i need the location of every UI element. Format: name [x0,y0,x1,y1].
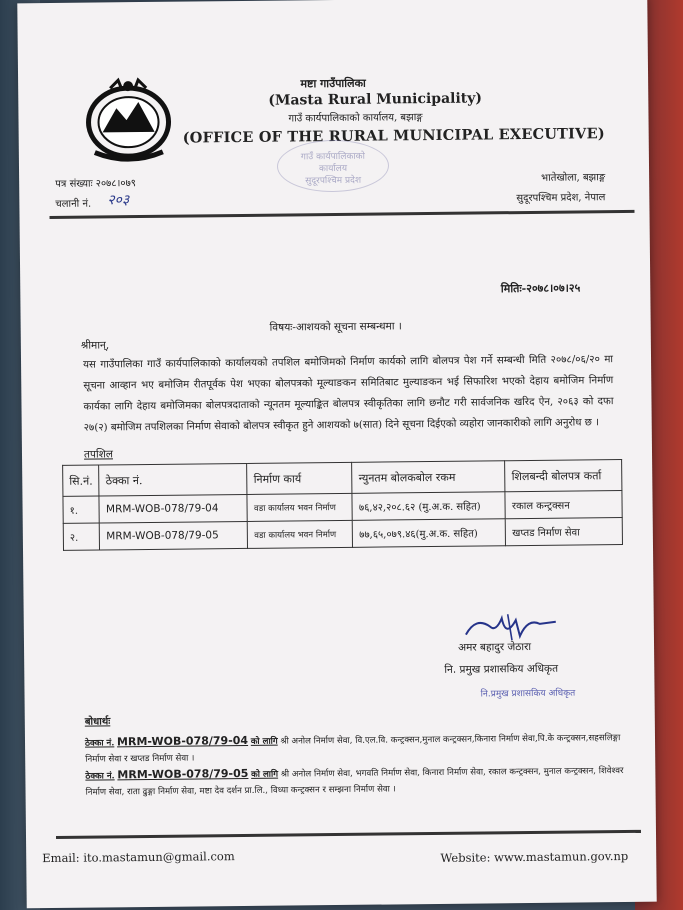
table-cell: २. [63,523,100,550]
office-name-en: (OFFICE OF THE RURAL MUNICIPAL EXECUTIVE) [182,125,605,147]
table-cell: MRM-WOB-078/79-04 [99,494,247,523]
table-cell: वडा कार्यालय भवन निर्माण [248,520,353,548]
signatory-stamp: नि.प्रमुख प्रशासकिय अधिकृत [480,688,576,700]
table-cell: MRM-WOB-078/79-05 [100,521,248,550]
letter-body: यस गाउँपालिका गाउँ कार्यपालिकाको कार्यालयको तपशिल बमोजिमको निर्माण कार्यको लागि बोलपत्र पेश गर्ने सम्बन्धी मिति २०७८/०६/२० मा सूचना आव्हान भए बमोजिम रीतपूर्वक पेश भएका बोलपत्रको मूल्याङकन समितिबाट मुल्याङकन भई सिफारिश भएको देहाय बमोजिम निर्माण कार्यका लागि देहाय बमोजिमका बोलपत्रदाताको न्यूनतम मूल्याङ्कित बोलपत्र स्वीकृतिका लागि छनौट गरी सार्वजनिक खरिद ऐन, २०६३ को दफा २७(२) बमोजिम तपशिलका निर्माण सेवाको बोलपत्र स्वीकृत हुने आशयको ७(सात) दिने सूचना दिईएको व्यहोरा जानकारीको लागि अनुरोध छ । [83,354,614,434]
patra-sankhya: पत्र संख्याः २०७८।०७९ [55,178,137,190]
header-divider [50,210,635,219]
office-name-np: गाउँ कार्यपालिकाको कार्यालय, बझाङ्ग [288,112,423,125]
column-header: ठेक्का नं. [99,463,247,496]
signatory-name: अमर बहादुर जेठारा [457,640,532,654]
bodhartha-code: MRM-WOB-078/79-04 [116,733,249,749]
stamp-text: सुदूरपश्चिम प्रदेश [305,175,362,187]
bodhartha-prefix: ठेक्का नं. [85,771,115,782]
table-caption: तपशिल [83,448,114,461]
table-row [63,518,622,551]
footer-email: Email: ito.mastamun@gmail.com [42,849,235,866]
table-cell: १. [63,496,100,523]
bodhartha-recipients: श्री अनोल निर्माण सेवा, वि.एल.वि. कन्ट्रक्सन,मुनाल कन्ट्रक्सन,किनारा निर्माण सेवा,पि.के कन्ट्रक्सन,सहसलिङ्गा निर्माण सेवा र खप्तड निर्माण सेवा । [85,733,621,765]
footer-divider [56,830,641,839]
stamp-text: कार्यालय [318,163,348,175]
bodhartha-code: MRM-WOB-078/79-05 [117,766,249,782]
table-cell: वडा कार्यालय भवन निर्माण [247,493,352,521]
column-header: न्युनतम बोलकबोल रकम [352,461,505,494]
table-cell: रकाल कन्ट्रक्सन [505,491,622,519]
municipality-name-np: मष्टा गाउँपालिका [300,76,366,91]
bodhartha-lagi: को लागि [251,769,279,780]
letter-date: मितिः-२०७८।०७।२५ [500,281,581,296]
signatory-title: नि. प्रमुख प्रशासकिय अधिकृत [444,662,559,676]
stamp-text: गाउँ कार्यपालिकाको [300,151,365,163]
municipality-name-en: (Masta Rural Municipality) [268,90,483,109]
table-cell: ७७,६५,०७९.४६(मु.अ.क. सहित) [353,519,506,548]
footer-website: Website: www.mastamun.gov.np [440,848,629,865]
salutation: श्रीमान्, [80,339,110,352]
table-cell: खप्तड निर्माण सेवा [506,518,623,546]
table-cell: ७६,४२,२०८.६२ (मु.अ.क. सहित) [352,492,505,521]
letter-subject: विषयः-आशयको सूचना सम्बन्धमा । [269,320,402,334]
letter-page [17,0,656,908]
bodhartha-prefix: ठेक्का नं. [84,738,115,749]
bodhartha-recipients: श्री अनोल निर्माण सेवा, भगवति निर्माण सेवा, किनारा निर्माण सेवा, रकाल कन्ट्रक्सन, मुनाल कन्ट्रक्सन, शिवेश्वर निर्माण सेवा, राता ढुङ्गा निर्माण सेवा, मष्टा देव दर्शन प्रा.लि., विध्या कन्ट्रक्सन र सम्झना निर्माण सेवा । [85,766,624,798]
tender-table [62,459,623,551]
office-stamp [277,139,390,192]
bodhartha-heading: बोधार्थः [84,716,111,728]
column-header: सि.नं. [63,465,100,496]
column-header: शिलबन्दी बोलपत्र कर्ता [505,460,622,492]
chalani-number: २०३ [107,192,130,209]
bodhartha-line-2 [85,762,630,801]
address-line-1: भातेखोला, बझाङ्ग [541,172,606,184]
column-header: निर्माण कार्य [247,462,352,494]
address-line-2: सुदूरपश्चिम प्रदेश, नेपाल [516,192,606,205]
bodhartha-section [85,709,631,801]
chalani-label: चलानी नं. [55,198,92,210]
bodhartha-lagi: को लागि [250,736,278,747]
